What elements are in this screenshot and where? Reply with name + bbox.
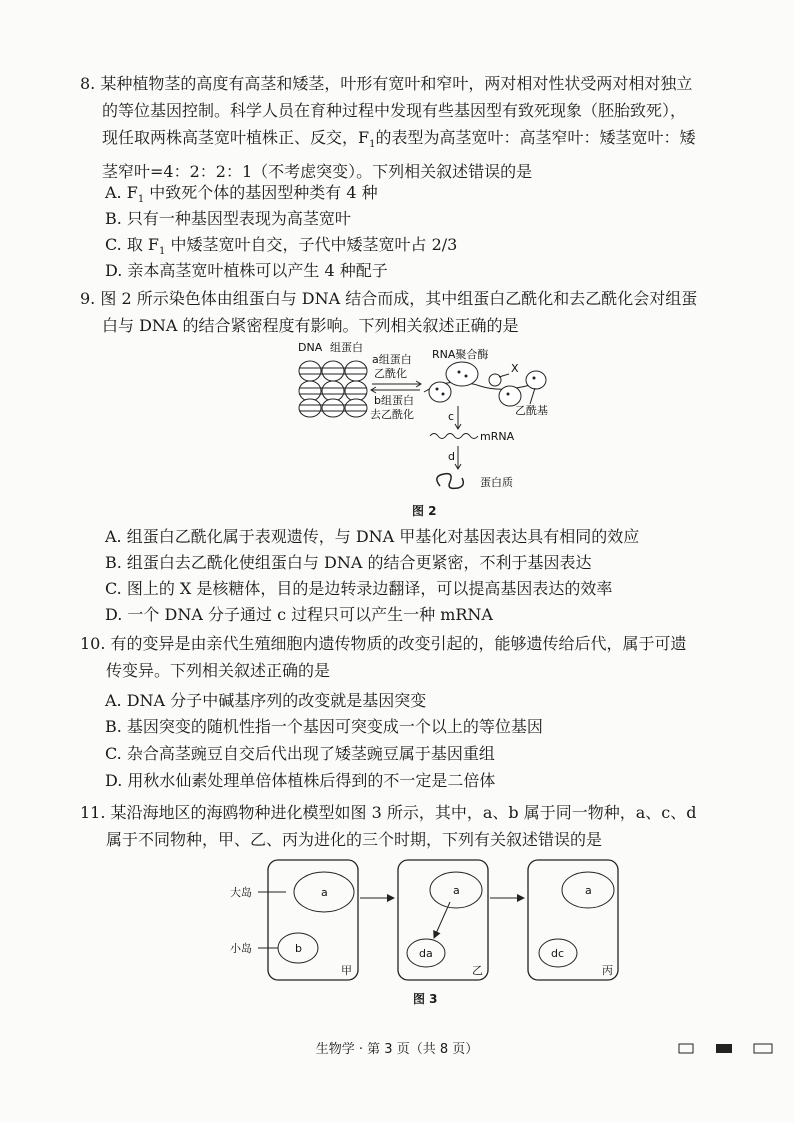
label-b-1: b组蛋白 [374, 394, 414, 407]
q8-option-b[interactable]: B. 只有一种基因型表现为高茎宽叶 [105, 209, 351, 228]
label-p2-top: a [453, 884, 460, 897]
figure-3 [228, 858, 628, 988]
q8-stem-line-3 [80, 124, 760, 158]
q10-option-a[interactable]: A. DNA 分子中碱基序列的改变就是基因突变 [105, 691, 427, 710]
label-histone: 组蛋白 [330, 341, 363, 354]
label-p1-period: 甲 [341, 964, 352, 977]
label-x: X [511, 362, 519, 375]
label-big-island: 大岛 [230, 886, 252, 899]
protein-shape [437, 474, 464, 489]
panel-jia [268, 860, 358, 980]
label-d: d [448, 450, 455, 463]
label-p1-bottom: b [295, 942, 302, 955]
q8-opt-a-2: 中致死个体的基因型种类有 4 种 [144, 183, 378, 202]
mark-empty-right [754, 1044, 772, 1053]
label-p2-bottom: da [419, 947, 433, 960]
label-mrna: mRNA [480, 430, 515, 443]
q10-option-c[interactable]: C. 杂合高茎豌豆自交后代出现了矮茎豌豆属于基因重组 [105, 744, 495, 763]
mark-empty-left [679, 1044, 693, 1053]
figure-2 [290, 336, 570, 498]
chromatin-open [424, 362, 546, 406]
page-footer: 生物学 · 第 3 页（共 8 页） [315, 1042, 479, 1057]
q10-stem-line-2: 传变异。下列相关叙述正确的是 [106, 661, 331, 680]
label-p1-top: a [321, 886, 328, 899]
label-p2-period: 乙 [472, 964, 483, 977]
chromatin-condensed [299, 361, 367, 417]
q8-stem-line-1: 8. 某种植物茎的高度有高茎和矮茎，叶形有宽叶和窄叶，两对相对性状受两对相对独立 [80, 74, 693, 93]
label-rna-polymerase: RNA聚合酶 [432, 348, 489, 361]
q8-opt-a-1: A. F [105, 183, 138, 202]
q9-stem-line-1: 9. 图 2 所示染色体由组蛋白与 DNA 结合而成，其中组蛋白乙酰化和去乙酰化会对组蛋 [80, 289, 698, 308]
label-acetyl: 乙酰基 [515, 404, 548, 417]
label-a-1: a组蛋白 [372, 353, 412, 366]
q8-stem-line-4: 茎窄叶=4：2：2：1（不考虑突变）。下列相关叙述错误的是 [102, 162, 533, 182]
label-dna: DNA [298, 341, 323, 354]
subscript-1: 1 [137, 194, 145, 206]
q11-stem-line-1: 11. 某沿海地区的海鸥物种进化模型如图 3 所示，其中，a、b 属于同一物种，a、c、d [80, 803, 697, 822]
question-8 [80, 70, 760, 185]
q8-stem-line-2: 的等位基因控制。科学人员在育种过程中发现有些基因型有致死现象（胚胎致死）， [102, 101, 687, 120]
question-9 [80, 285, 760, 339]
q9-stem-line-2: 白与 DNA 的结合紧密程度有影响。下列相关叙述正确的是 [102, 316, 519, 335]
label-b-2: 去乙酰化 [370, 408, 414, 421]
mark-filled [716, 1044, 732, 1053]
subscript-1: 1 [159, 246, 166, 258]
figure-2-caption: 图 2 [412, 504, 437, 518]
mrna-wave [430, 434, 478, 439]
label-a-2: 乙酰化 [374, 367, 407, 380]
subscript-1: 1 [369, 139, 376, 151]
q8-opt-c-2: 中矮茎宽叶自交，子代中矮茎宽叶占 2/3 [165, 235, 458, 254]
q11-stem-line-2: 属于不同物种，甲、乙、丙为进化的三个时期，下列有关叙述错误的是 [106, 830, 603, 849]
label-c: c [448, 410, 455, 423]
label-small-island: 小岛 [230, 942, 252, 955]
q8-stem-3b: 的表型为高茎宽叶：高茎窄叶：矮茎宽叶：矮 [375, 128, 696, 147]
question-11 [80, 799, 760, 853]
figure-3-caption: 图 3 [413, 992, 438, 1006]
q9-option-d[interactable]: D. 一个 DNA 分子通过 c 过程只可以产生一种 mRNA [105, 605, 493, 624]
q10-stem-line-1: 10. 有的变异是由亲代生殖细胞内遗传物质的改变引起的，能够遗传给后代，属于可遗 [80, 634, 687, 653]
q8-stem-3a: 现任取两株高茎宽叶植株正、反交，F [102, 128, 370, 147]
q10-option-b[interactable]: B. 基因突变的随机性指一个基因可突变成一个以上的等位基因 [105, 717, 543, 736]
q9-option-c[interactable]: C. 图上的 X 是核糖体，目的是边转录边翻译，可以提高基因表达的效率 [105, 579, 613, 598]
label-protein: 蛋白质 [480, 476, 513, 489]
question-10 [80, 630, 760, 684]
label-p3-bottom: dc [551, 947, 565, 960]
label-p3-top: a [585, 884, 592, 897]
q9-option-a[interactable]: A. 组蛋白乙酰化属于表观遗传，与 DNA 甲基化对基因表达具有相同的效应 [105, 527, 640, 546]
q9-option-b[interactable]: B. 组蛋白去乙酰化使组蛋白与 DNA 的结合更紧密，不利于基因表达 [105, 553, 592, 572]
label-p3-period: 丙 [602, 964, 613, 977]
scan-marks [678, 1042, 778, 1056]
q10-option-d[interactable]: D. 用秋水仙素处理单倍体植株后得到的不一定是二倍体 [105, 771, 496, 790]
q8-opt-c-1: C. 取 F [105, 235, 160, 254]
q8-option-d[interactable]: D. 亲本高茎宽叶植株可以产生 4 种配子 [105, 261, 388, 280]
